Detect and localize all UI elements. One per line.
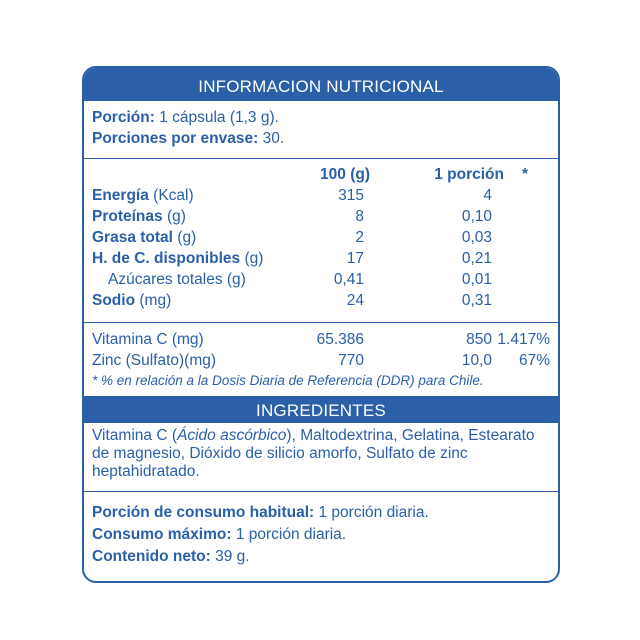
servings-per-pack-value: 30. xyxy=(258,130,285,147)
portion-line xyxy=(84,107,558,128)
column-header-ddr: * xyxy=(521,166,528,183)
value-100g: 17 xyxy=(346,250,364,267)
max-consumption-value: 1 porción diaria. xyxy=(231,526,347,543)
consumption-section xyxy=(84,492,558,568)
ddr-footnote: * % en relación a la Dosis Diaria de Referencia (DDR) para Chile. xyxy=(92,373,484,388)
nutrient-unit: (g) xyxy=(240,250,264,267)
table-row xyxy=(84,227,558,248)
value-portion: 10,0 xyxy=(461,352,492,369)
table-row xyxy=(84,350,558,371)
nutrient-table-section xyxy=(84,159,558,323)
serving-section xyxy=(84,101,558,159)
nutrient-unit: (Kcal) xyxy=(148,187,194,204)
column-header-100g: 100 (g) xyxy=(320,166,370,183)
table-row xyxy=(84,185,558,206)
ingredients-text-start: Vitamina C ( xyxy=(92,427,177,444)
nutrient-name: Grasa total xyxy=(92,229,173,246)
value-portion: 850 xyxy=(466,331,492,348)
nutrient-name: Sodio xyxy=(92,292,136,309)
ingredients-text-italic: Ácido ascórbico xyxy=(177,427,287,444)
value-portion: 4 xyxy=(483,187,492,204)
value-portion: 0,01 xyxy=(461,271,492,288)
column-header-portion: 1 porción xyxy=(434,166,504,183)
servings-per-pack-label: Porciones por envase: xyxy=(92,130,259,147)
value-100g: 24 xyxy=(346,292,364,309)
table-row xyxy=(84,290,558,311)
value-ddr-percent: 1.417% xyxy=(497,331,550,348)
vitamins-section xyxy=(84,323,558,397)
net-content-label: Contenido neto: xyxy=(92,548,211,565)
net-content-value: 39 g. xyxy=(210,548,250,565)
nutrient-unit: (g) xyxy=(162,208,186,225)
table-row xyxy=(84,206,558,227)
vitamin-name: Zinc (Sulfato)(mg) xyxy=(92,352,217,369)
ingredients-text-rest: ), Maltodextrina, Gelatina, Estearato de magnesio, Dióxido de silicio amorfo, Sulfato de zinc heptahidratado. xyxy=(92,427,535,480)
habitual-portion-label: Porción de consumo habitual: xyxy=(92,504,315,521)
net-content-line xyxy=(84,546,558,568)
max-consumption-line xyxy=(84,524,558,546)
value-portion: 0,31 xyxy=(461,292,492,309)
ingredients-section xyxy=(84,423,558,492)
ingredients-text xyxy=(84,423,558,481)
table-row xyxy=(84,269,558,290)
portion-value: 1 cápsula (1,3 g). xyxy=(154,109,279,126)
vitamin-name: Vitamina C (mg) xyxy=(92,331,204,348)
table-row xyxy=(84,248,558,269)
nutrient-name: H. de C. disponibles xyxy=(92,250,241,267)
nutrient-unit: (g) xyxy=(172,229,197,246)
value-100g: 0,41 xyxy=(333,271,364,288)
value-100g: 8 xyxy=(355,208,364,225)
servings-per-pack-line xyxy=(84,128,558,149)
portion-label: Porción: xyxy=(92,109,155,126)
value-portion: 0,10 xyxy=(461,208,492,225)
nutrient-name: Energía xyxy=(92,187,149,204)
table-header-row xyxy=(84,164,558,185)
value-ddr-percent: 67% xyxy=(518,352,550,369)
table-row xyxy=(84,329,558,350)
nutrient-unit: (mg) xyxy=(135,292,172,309)
ingredients-title: INGREDIENTES xyxy=(84,397,558,423)
value-100g: 770 xyxy=(338,352,364,369)
nutrient-unit: Azúcares totales (g) xyxy=(108,271,246,288)
nutrition-label xyxy=(82,66,560,583)
value-100g: 65.386 xyxy=(316,331,364,348)
value-100g: 315 xyxy=(338,187,364,204)
habitual-portion-value: 1 porción diaria. xyxy=(314,504,429,521)
nutrition-title: INFORMACION NUTRICIONAL xyxy=(84,68,558,101)
habitual-portion-line xyxy=(84,502,558,524)
value-portion: 0,03 xyxy=(461,229,492,246)
value-portion: 0,21 xyxy=(461,250,492,267)
value-100g: 2 xyxy=(355,229,364,246)
nutrient-name: Proteínas xyxy=(92,208,163,225)
max-consumption-label: Consumo máximo: xyxy=(92,526,232,543)
